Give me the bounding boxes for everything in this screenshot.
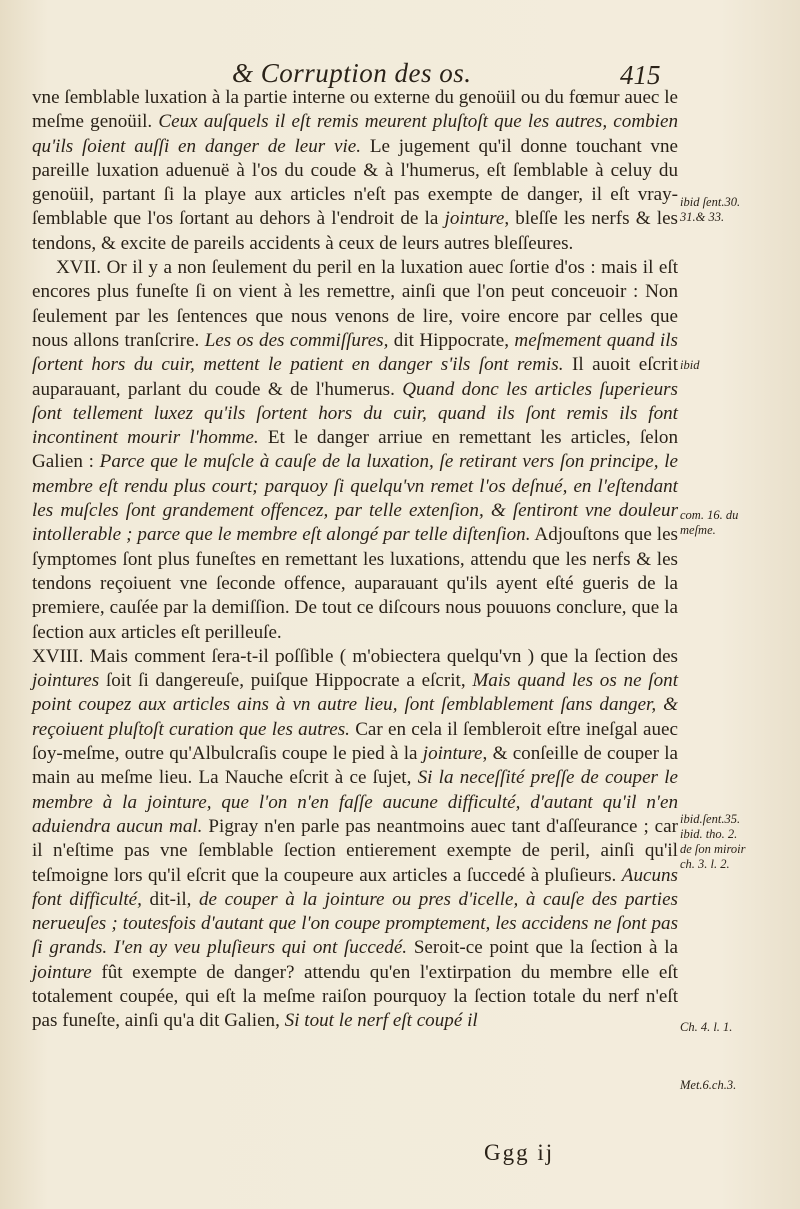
- running-title: & Corruption des os.: [232, 58, 472, 88]
- italic-run: jointure: [444, 208, 505, 230]
- page-number: 415: [620, 60, 661, 90]
- italic-run: Mais quand les os ne ſont point coupez aux articles ains à vn autre lieu, ſont ſemblablement ſans danger, & reçoiuent pluſtoſt curation que les autres.: [32, 670, 678, 740]
- body-text: [32, 86, 678, 1034]
- italic-run: jointure: [32, 961, 92, 983]
- text-run: vne ſemblable luxation à la partie interne ou externe du genoüil ou du fœmur auec le meſme genoüil.: [32, 87, 678, 133]
- italic-run: Si la neceſſité preſſe de couper le membre à la jointure, que l'on n'en faſſe aucune difficulté, d'autant qu'il n'en aduiendra aucun mal.: [32, 767, 678, 837]
- paragraph: [32, 645, 678, 1034]
- margin-note: Met.6.ch.3.: [680, 1078, 737, 1092]
- margin-notes: [680, 0, 798, 1209]
- text-run: fût exempte de danger? attendu qu'en l'extirpation du membre elle eſt totalement coupée, qui eſt la meſme raiſon pourquoy la ſection totale du nerf n'eſt pas funeſte, ainſi qu'a dit Galien,: [32, 961, 678, 1032]
- text-run: Car en cela il ſembleroit eſtre ineſgal auec ſoy-meſme, outre qu'Albulcraſis coupe le pied à la: [32, 718, 679, 765]
- margin-note: ibid.ſent.35. ibid. tho. 2. de ſon miroir ch. 3. l. 2.: [680, 812, 746, 871]
- text-run: Seroit-ce point que la ſection à la: [407, 937, 678, 959]
- margin-note: ibid ſent.30. 31.& 33.: [680, 195, 741, 224]
- text-run: Il auoit eſcrit auparauant, parlant du coude & de l'humerus.: [32, 354, 678, 400]
- text-run: dit Hippocrate,: [388, 329, 515, 351]
- paragraph: [32, 86, 678, 256]
- paragraph: [32, 256, 678, 645]
- italic-run: Parce que le muſcle à cauſe de la luxation, ſe retirant vers ſon principe, le membre eſt rendu plus court; parquoy ſi quelqu'vn remet l'os deſnué, en l'eſtendant les muſcles ſont grandement offencez, par telle extenſion, & ſentiront vne douleur intollerable ; parce que le membre eſt alongé par telle diſtenſion.: [32, 451, 678, 546]
- italic-run: Quand donc les articles ſuperieurs ſont tellement luxez qu'ils ſortent hors du cuir, quand ils ſont remis ils font incontinent mourir l'homme.: [32, 378, 678, 449]
- margin-note: ibid: [680, 358, 700, 372]
- italic-run: jointures: [32, 670, 100, 692]
- italic-run: Si tout le nerf eſt coupé il: [284, 1010, 478, 1032]
- italic-run: Ceux auſquels il eſt remis meurent pluſtoſt que les autres, combien qu'ils ſoient auſſi en danger de leur vie.: [32, 111, 678, 157]
- margin-note: com. 16. du meſme.: [680, 508, 739, 537]
- italic-run: meſmement quand ils ſortent hors du cuir, mettent le patient en danger s'ils ſont remis.: [32, 329, 678, 376]
- text-run: Pigray n'en parle pas neantmoins auec tant d'aſſeurance ; car il n'eſtime pas vne ſemblable ſection entierement exempte de peril, ainſi qu'il teſmoigne lors qu'il eſcrit que la coupeure aux articles a ſuccedé à pluſieurs.: [32, 815, 678, 886]
- text-run: dit-il,: [141, 888, 199, 910]
- text-run: XVIII. Mais comment ſera-t-il poſſible ( m'obiectera quelqu'vn ) que la ſection des: [32, 645, 678, 667]
- text-run: ſoit ſi dangereuſe, puiſque Hippocrate a eſcrit,: [99, 670, 473, 692]
- margin-note: Ch. 4. l. 1.: [680, 1020, 733, 1034]
- italic-run: Aucuns font difficulté,: [32, 864, 678, 910]
- text-run: Le jugement qu'il donne touchant vne pareille luxation aduenuë à l'os du coude & à l'humerus, eſt ſemblable à celuy du genoüil, partant ſi la playe aux articles n'eſt pas exempte de danger, il eſt vray-ſemblable que l'os ſortant au dehors à l'endroit de la: [32, 135, 678, 230]
- italic-run: de couper à la jointure ou pres d'icelle, à cauſe des parties nerueuſes ; toutesfois d'autant que l'on coupe promptement, les accidens ne ſont pas ſi grands. I'en ay veu pluſieurs qui ont ſuccedé.: [32, 888, 678, 959]
- text-run: Adjouſtons que les ſymptomes ſont plus funeſtes en remettant les luxations, attendu que les nerfs & les tendons reçoiuent vne ſeconde offence, auparauant qu'ils ayent eſté gueris de la premiere, cauſée par la demiſſion. De tout ce diſcours nous pouuons conclure, que la ſection aux articles eſt perilleuſe.: [32, 524, 678, 643]
- signature-mark: Ggg ij: [484, 1140, 555, 1165]
- italic-run: jointure: [422, 743, 483, 765]
- text-run: XVII. Or il y a non ſeulement du peril en la luxation auec ſortie d'os : mais il eſt encores plus funeſte ſi on vient à les remettre, ainſi que l'on peut conceuoir : Non ſeulement par les ſentences que nous venons de lire, voire encore par celles que nous allons tranſcrire.: [32, 257, 678, 351]
- italic-run: Les os des commiſſures,: [204, 329, 389, 351]
- text-run: , & conſeille de couper la main au meſme lieu. La Nauche eſcrit à ce ſujet,: [32, 743, 678, 789]
- text-run: Et le danger arriue en remettant les articles, ſelon Galien :: [32, 427, 678, 473]
- text-run: , bleſſe les nerfs & les tendons, & excite de pareils accidents à ceux de leurs autres bleſſeures.: [32, 208, 678, 254]
